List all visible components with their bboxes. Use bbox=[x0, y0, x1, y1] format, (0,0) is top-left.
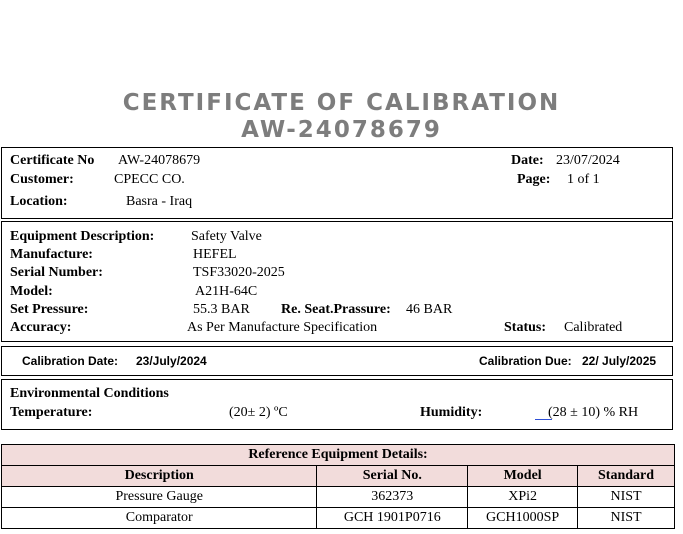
date-label: Date: bbox=[511, 153, 544, 168]
accuracy-label: Accuracy: bbox=[10, 320, 72, 335]
equipment-description-value: Safety Valve bbox=[191, 229, 262, 244]
humidity-label: Humidity: bbox=[420, 405, 483, 420]
page-value: 1 of 1 bbox=[567, 172, 600, 187]
location-label: Location: bbox=[10, 194, 68, 209]
status-value: Calibrated bbox=[564, 320, 623, 335]
cell-standard: NIST bbox=[578, 508, 675, 529]
calibration-date-value: 23/July/2024 bbox=[136, 354, 207, 368]
model-value: A21H-64C bbox=[195, 284, 258, 299]
reseat-pressure-value: 46 BAR bbox=[406, 302, 453, 317]
reseat-pressure-label: Re. Seat.Prassure: bbox=[281, 302, 391, 317]
reference-equipment-table bbox=[1, 444, 675, 529]
column-header-standard: Standard bbox=[578, 466, 675, 487]
cell-serial: GCH 1901P0716 bbox=[317, 508, 468, 529]
reference-heading: Reference Equipment Details: bbox=[2, 445, 675, 466]
humidity-value: (28 ± 10) % RH bbox=[548, 405, 639, 420]
location-value: Basra - Iraq bbox=[126, 194, 193, 209]
serial-number-label: Serial Number: bbox=[10, 265, 103, 280]
reference-column-headers bbox=[2, 466, 675, 487]
column-header-model: Model bbox=[468, 466, 578, 487]
status-label: Status: bbox=[504, 320, 547, 335]
calibration-date-label: Calibration Date: bbox=[22, 354, 119, 368]
serial-number-value: TSF33020-2025 bbox=[193, 265, 285, 280]
cert-no-value: AW-24078679 bbox=[118, 153, 201, 168]
cell-description: Pressure Gauge bbox=[2, 487, 317, 508]
cert-no-label: Certificate No bbox=[10, 153, 95, 168]
temperature-label: Temperature: bbox=[10, 405, 93, 420]
cell-serial: 362373 bbox=[317, 487, 468, 508]
model-label: Model: bbox=[10, 284, 53, 299]
date-value: 23/07/2024 bbox=[556, 153, 620, 168]
manufacture-value: HEFEL bbox=[193, 247, 237, 262]
table-row bbox=[2, 487, 675, 508]
environment-heading: Environmental Conditions bbox=[10, 386, 169, 401]
cell-model: XPi2 bbox=[468, 487, 578, 508]
calibration-due-label: Calibration Due: bbox=[479, 354, 572, 368]
temperature-value: (20± 2) ºC bbox=[229, 405, 288, 420]
cell-description: Comparator bbox=[2, 508, 317, 529]
customer-value: CPECC CO. bbox=[114, 172, 185, 187]
certificate-title: CERTIFICATE OF CALIBRATION bbox=[122, 90, 561, 116]
reference-heading-row bbox=[2, 445, 675, 466]
set-pressure-value: 55.3 BAR bbox=[193, 302, 250, 317]
certificate-number-title: AW-24078679 bbox=[241, 117, 442, 143]
calibration-due-value: 22/ July/2025 bbox=[582, 354, 657, 368]
set-pressure-label: Set Pressure: bbox=[10, 302, 89, 317]
column-header-serial: Serial No. bbox=[317, 466, 468, 487]
manufacture-label: Manufacture: bbox=[10, 247, 93, 262]
equipment-description-label: Equipment Description: bbox=[10, 229, 155, 244]
column-header-description: Description bbox=[2, 466, 317, 487]
table-row bbox=[2, 508, 675, 529]
cell-model: GCH1000SP bbox=[468, 508, 578, 529]
customer-label: Customer: bbox=[10, 172, 74, 187]
page-label: Page: bbox=[517, 172, 551, 187]
cell-standard: NIST bbox=[578, 487, 675, 508]
accuracy-value: As Per Manufacture Specification bbox=[187, 320, 378, 335]
